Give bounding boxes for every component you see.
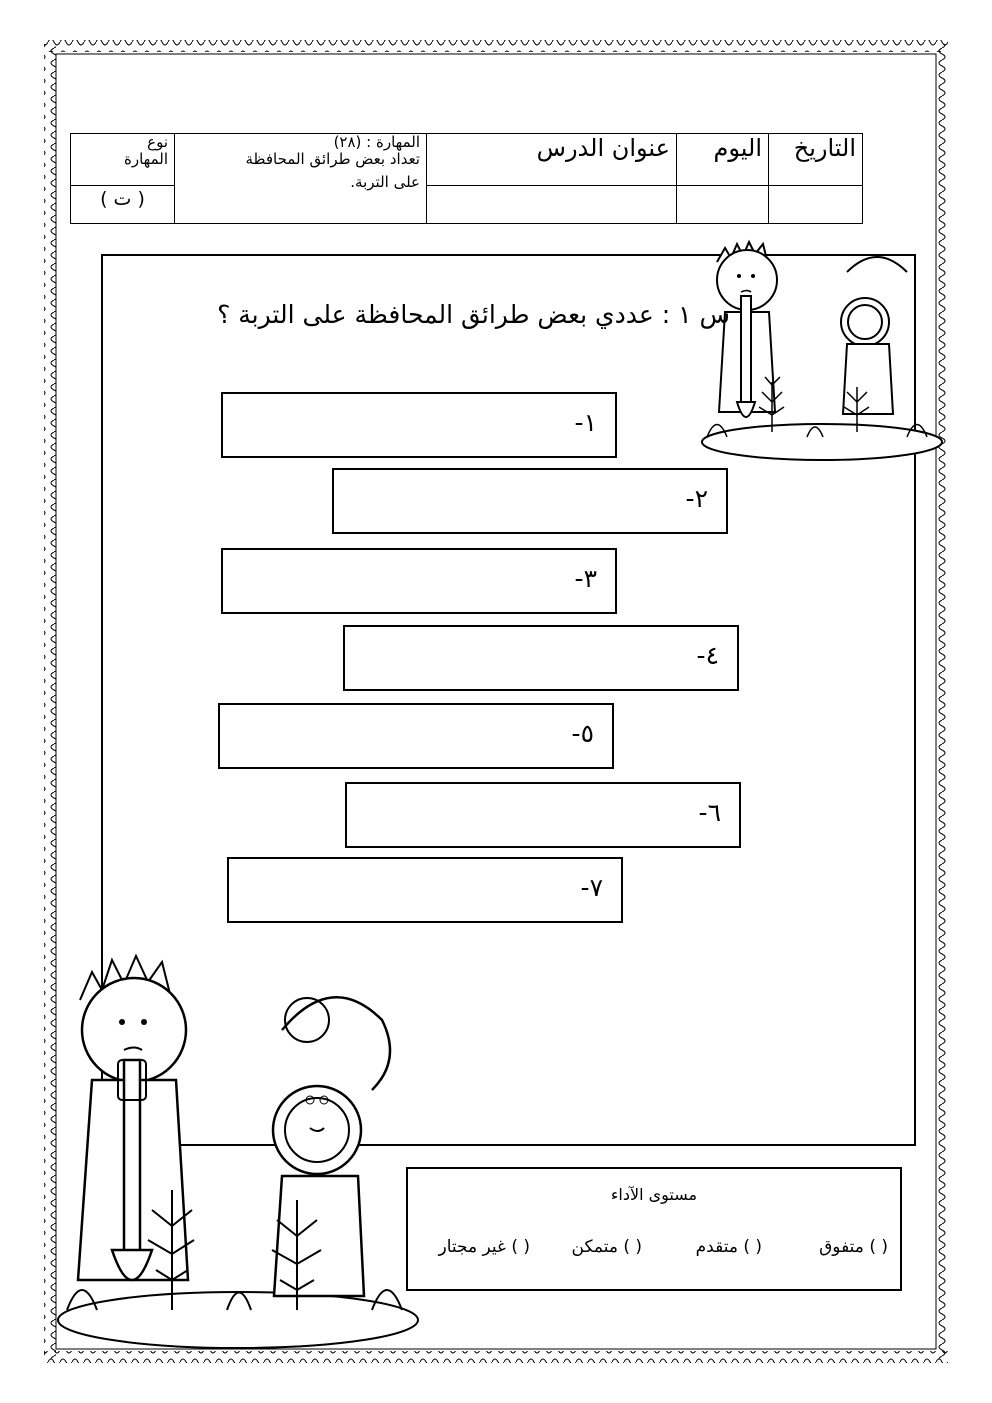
answer-number-5: ٥-	[571, 719, 594, 748]
lesson-title-field[interactable]	[427, 186, 677, 224]
option-advanced[interactable]: ( ) متقدم	[695, 1237, 762, 1257]
skill-number: المهارة : (٢٨)	[333, 133, 420, 151]
performance-level-box	[406, 1167, 902, 1291]
skill-type-cell	[71, 186, 175, 224]
answer-field-7[interactable]	[227, 857, 623, 923]
skill-type-label-line2: المهارة	[124, 150, 168, 168]
skill-cell	[175, 134, 427, 224]
lesson-title-label: عنوان الدرس	[427, 134, 677, 186]
option-proficient[interactable]: ( ) متمكن	[571, 1237, 642, 1257]
answer-field-2[interactable]	[332, 468, 728, 534]
answer-field-6[interactable]	[345, 782, 741, 848]
header-table	[70, 133, 863, 224]
skill-description: تعداد بعض طرائق المحافظة	[245, 150, 420, 168]
answer-number-7: ٧-	[580, 873, 603, 902]
answer-number-6: ٦-	[698, 798, 721, 827]
date-label: التاريخ	[769, 134, 863, 186]
answer-number-3: ٣-	[574, 564, 597, 593]
bottom-left-children-illustration	[52, 950, 424, 1352]
top-right-children-illustration	[697, 232, 947, 462]
answer-field-3[interactable]	[221, 548, 617, 614]
skill-type-label-line1: نوع	[147, 133, 168, 151]
answer-field-5[interactable]	[218, 703, 614, 769]
skill-type-label	[71, 134, 175, 186]
answer-number-4: ٤-	[696, 641, 719, 670]
performance-title: مستوى الآداء	[610, 1185, 698, 1204]
option-not-passed[interactable]: ( ) غير مجتار	[438, 1237, 530, 1257]
answer-number-1: ١-	[574, 408, 597, 437]
skill-type-value: ( ت )	[100, 188, 145, 210]
skill-description-continued: على التربة.	[350, 173, 420, 191]
option-excellent[interactable]: ( ) متفوق	[819, 1237, 888, 1257]
answer-field-1[interactable]	[221, 392, 617, 458]
answer-number-2: ٢-	[685, 484, 708, 513]
date-field[interactable]	[769, 186, 863, 224]
answer-field-4[interactable]	[343, 625, 739, 691]
day-field[interactable]	[677, 186, 769, 224]
question-1: س ١ : عددي بعض طرائق المحافظة على التربة ؟	[217, 300, 730, 329]
day-label: اليوم	[677, 134, 769, 186]
